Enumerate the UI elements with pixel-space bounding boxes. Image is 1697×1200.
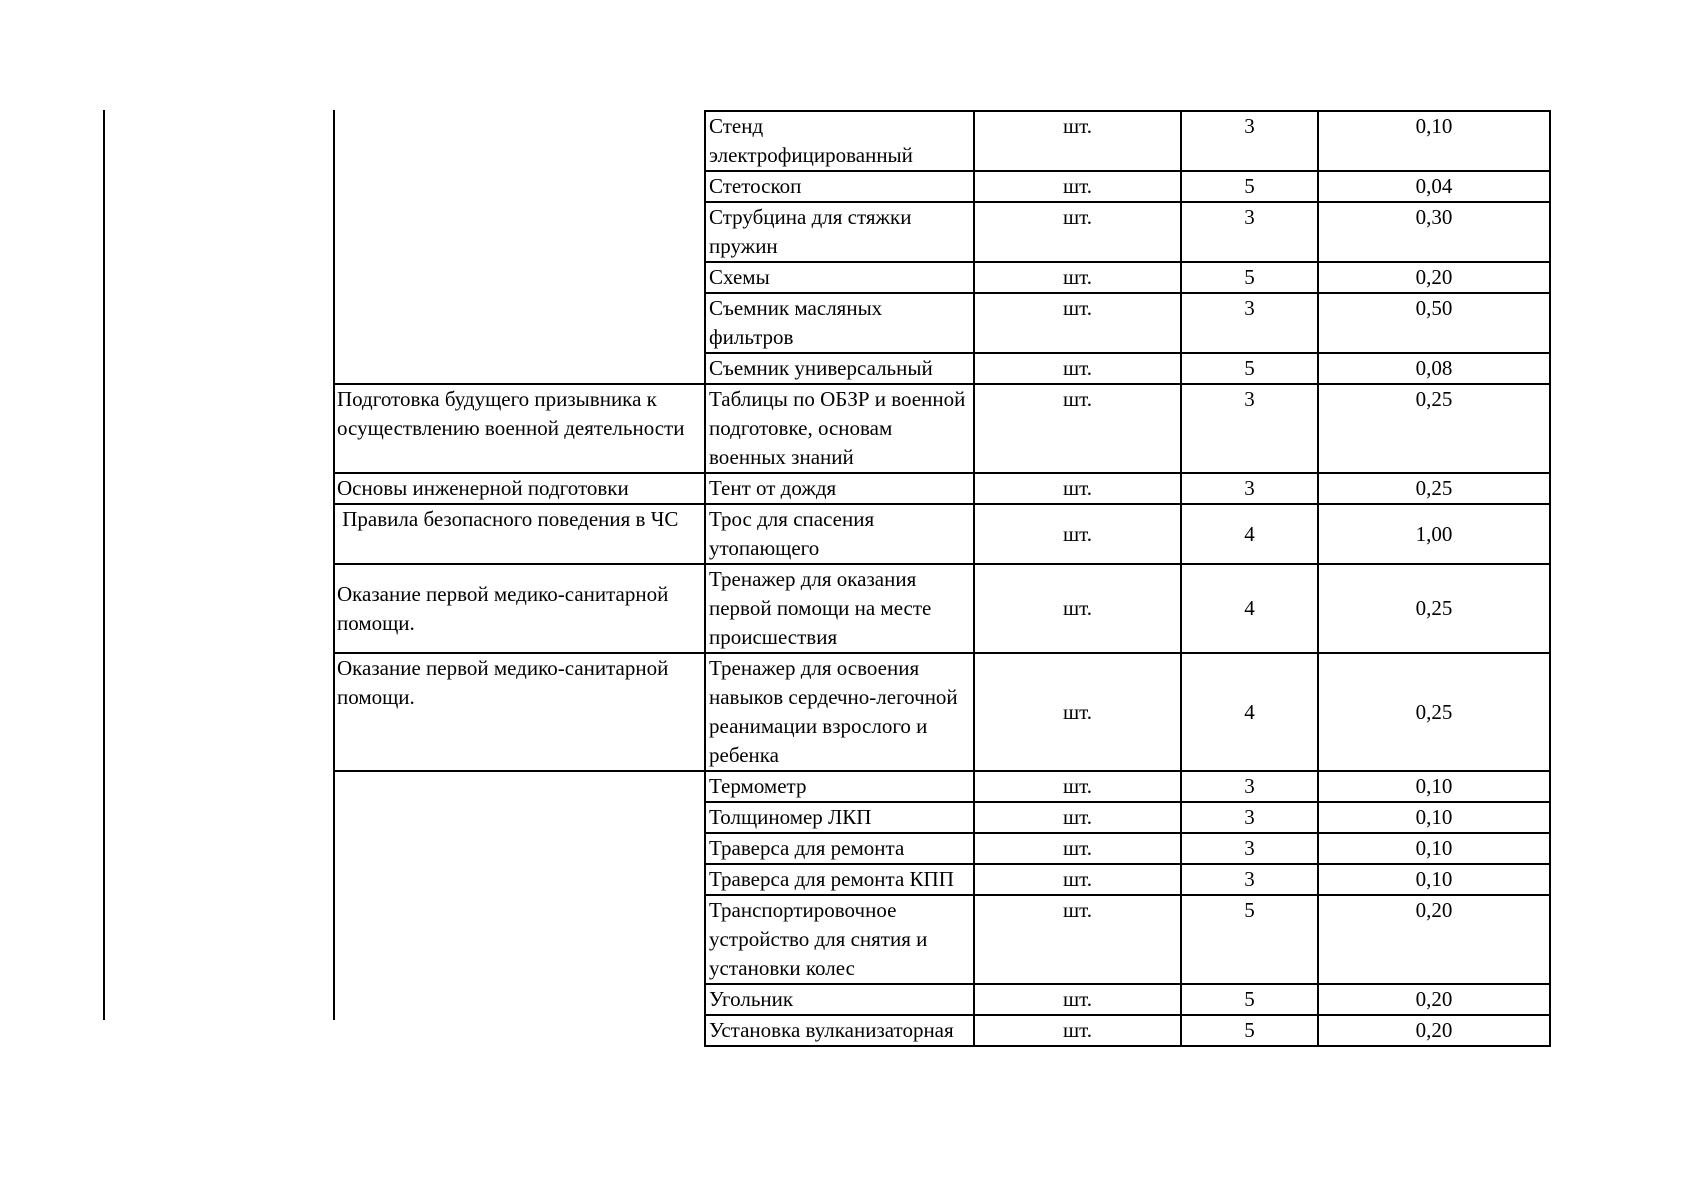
qty-cell: 4 — [1181, 653, 1318, 771]
unit-cell: шт. — [974, 262, 1181, 293]
unit-cell: шт. — [974, 802, 1181, 833]
norm-cell: 0,25 — [1318, 653, 1550, 771]
section-cell: Правила безопасного поведения в ЧС — [334, 504, 705, 564]
unit-cell: шт. — [974, 473, 1181, 504]
table-row — [334, 771, 1550, 802]
item-name-cell: Схемы — [705, 262, 974, 293]
section-cell: Основы инженерной подготовки — [334, 473, 705, 504]
item-name-cell: Тент от дождя — [705, 473, 974, 504]
section-cell-empty — [334, 111, 705, 384]
unit-cell: шт. — [974, 864, 1181, 895]
section-cell: Оказание первой медико-санитарной помощи. — [334, 564, 705, 653]
unit-cell: шт. — [974, 384, 1181, 473]
section-cell: Оказание первой медико-санитарной помощи. — [334, 653, 705, 771]
norm-cell: 0,10 — [1318, 864, 1550, 895]
item-name-cell: Таблицы по ОБЗР и военной подготовке, основам военных знаний — [705, 384, 974, 473]
qty-cell: 3 — [1181, 111, 1318, 171]
qty-cell: 3 — [1181, 202, 1318, 262]
qty-cell: 3 — [1181, 864, 1318, 895]
item-name-cell: Стетоскоп — [705, 171, 974, 202]
unit-cell: шт. — [974, 771, 1181, 802]
norm-cell: 0,25 — [1318, 384, 1550, 473]
norm-cell: 0,04 — [1318, 171, 1550, 202]
left-border-line — [103, 110, 105, 1020]
item-name-cell: Траверса для ремонта — [705, 833, 974, 864]
item-name-cell: Тренажер для оказания первой помощи на месте происшествия — [705, 564, 974, 653]
norm-cell: 0,20 — [1318, 1015, 1550, 1046]
norm-cell: 0,10 — [1318, 111, 1550, 171]
norm-cell: 0,50 — [1318, 293, 1550, 353]
qty-cell: 3 — [1181, 833, 1318, 864]
unit-cell: шт. — [974, 171, 1181, 202]
unit-cell: шт. — [974, 895, 1181, 984]
qty-cell: 3 — [1181, 293, 1318, 353]
qty-cell: 4 — [1181, 504, 1318, 564]
qty-cell: 5 — [1181, 262, 1318, 293]
norm-cell: 1,00 — [1318, 504, 1550, 564]
unit-cell: шт. — [974, 833, 1181, 864]
unit-cell: шт. — [974, 202, 1181, 262]
section-cell-empty — [334, 771, 705, 1046]
item-name-cell: Термометр — [705, 771, 974, 802]
unit-cell: шт. — [974, 984, 1181, 1015]
norm-cell: 0,20 — [1318, 984, 1550, 1015]
qty-cell: 5 — [1181, 353, 1318, 384]
qty-cell: 5 — [1181, 895, 1318, 984]
norm-cell: 0,25 — [1318, 473, 1550, 504]
norm-cell: 0,20 — [1318, 262, 1550, 293]
item-name-cell: Установка вулканизаторная — [705, 1015, 974, 1046]
qty-cell: 5 — [1181, 984, 1318, 1015]
item-name-cell: Стенд электрофицированный — [705, 111, 974, 171]
equipment-table — [334, 110, 1551, 1047]
norm-cell: 0,20 — [1318, 895, 1550, 984]
item-name-cell: Трос для спасения утопающего — [705, 504, 974, 564]
table-row — [334, 564, 1550, 653]
unit-cell: шт. — [974, 564, 1181, 653]
unit-cell: шт. — [974, 504, 1181, 564]
section-cell: Подготовка будущего призывника к осуществлению военной деятельности — [334, 384, 705, 473]
unit-cell: шт. — [974, 653, 1181, 771]
norm-cell: 0,25 — [1318, 564, 1550, 653]
item-name-cell: Тренажер для освоения навыков сердечно-легочной реанимации взрослого и ребенка — [705, 653, 974, 771]
qty-cell: 5 — [1181, 1015, 1318, 1046]
qty-cell: 3 — [1181, 473, 1318, 504]
item-name-cell: Траверса для ремонта КПП — [705, 864, 974, 895]
norm-cell: 0,08 — [1318, 353, 1550, 384]
qty-cell: 3 — [1181, 802, 1318, 833]
item-name-cell: Угольник — [705, 984, 974, 1015]
norm-cell: 0,30 — [1318, 202, 1550, 262]
item-name-cell: Транспортировочное устройство для снятия и установки колес — [705, 895, 974, 984]
item-name-cell: Толщиномер ЛКП — [705, 802, 974, 833]
qty-cell: 5 — [1181, 171, 1318, 202]
table-row — [334, 504, 1550, 564]
unit-cell: шт. — [974, 1015, 1181, 1046]
qty-cell: 3 — [1181, 384, 1318, 473]
item-name-cell: Съемник универсальный — [705, 353, 974, 384]
unit-cell: шт. — [974, 353, 1181, 384]
unit-cell: шт. — [974, 111, 1181, 171]
norm-cell: 0,10 — [1318, 771, 1550, 802]
table-row — [334, 111, 1550, 171]
table-row — [334, 653, 1550, 771]
unit-cell: шт. — [974, 293, 1181, 353]
qty-cell: 3 — [1181, 771, 1318, 802]
norm-cell: 0,10 — [1318, 833, 1550, 864]
norm-cell: 0,10 — [1318, 802, 1550, 833]
table-row — [334, 473, 1550, 504]
qty-cell: 4 — [1181, 564, 1318, 653]
item-name-cell: Съемник масляных фильтров — [705, 293, 974, 353]
item-name-cell: Струбцина для стяжки пружин — [705, 202, 974, 262]
table-row — [334, 384, 1550, 473]
